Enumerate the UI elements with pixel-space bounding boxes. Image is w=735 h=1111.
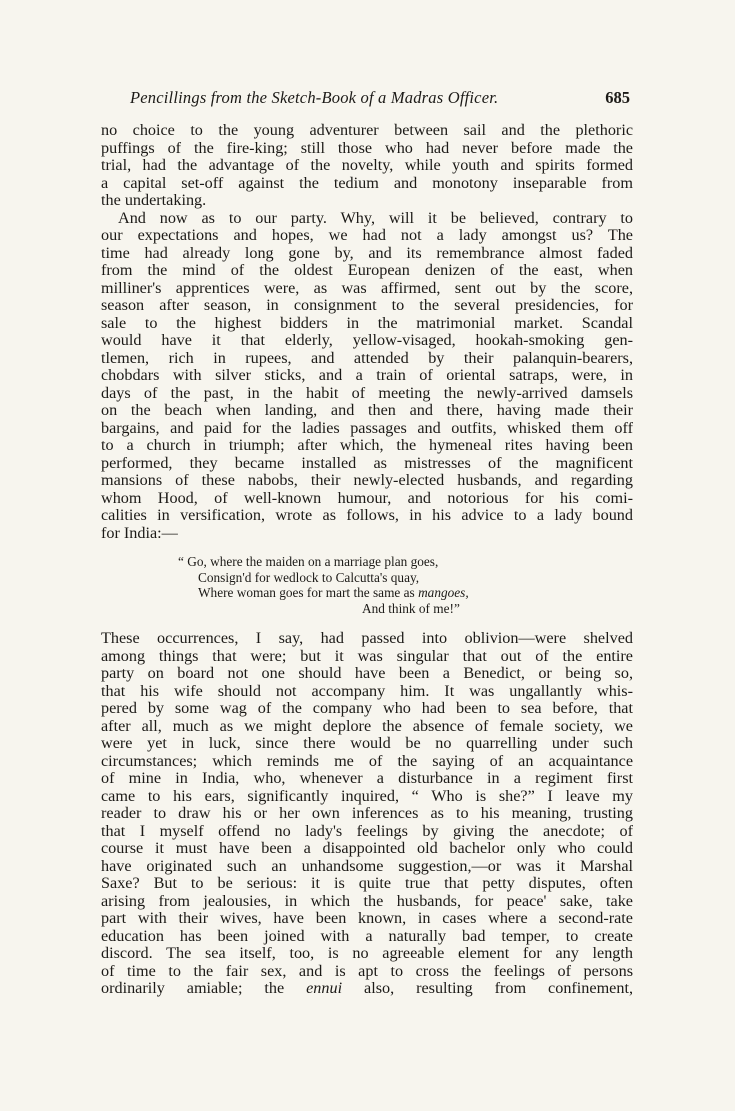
text-line: days of the past, in the habit of meeting the newly-arrived damsels [101,384,633,402]
text-line: our expectations and hopes, we had not a lady amongst us? The [101,227,633,244]
page-header [130,88,630,108]
text-line: after all, much as we might deplore the absence of female society, we [101,717,633,735]
page-number: 685 [605,88,630,107]
text-line: came to his ears, significantly inquired, “ Who is she?” I leave my [101,787,633,805]
text-line: sale to the highest bidders in the matrimonial market. Scandal [101,314,633,332]
text-line: would have it that elderly, yellow-visaged, hookah-smoking gen- [101,332,633,349]
text-line: These occurrences, I say, had passed into oblivion—were shelved [101,630,633,647]
paragraph-1 [101,122,633,210]
page-body [101,122,633,998]
text-line: bargains, and paid for the ladies passages and outfits, whisked them off [101,419,633,437]
text-line: of time to the fair sex, and is apt to cross the feelings of persons [101,962,633,980]
text-line: no choice to the young adventurer between sail and the plethoric [101,122,633,139]
text-line: from the mind of the oldest European denizen of the east, when [101,262,633,279]
text-line: ordinarily amiable; the ennui also, resulting from confinement, [101,980,633,997]
verse-line: And think of me!” [362,600,460,616]
text-line: season after season, in consignment to the several presidencies, for [101,297,633,314]
text-line: tlemen, rich in rupees, and attended by their palanquin-bearers, [101,349,633,367]
text-line: circumstances; which reminds me of the saying of an acquaintance [101,752,633,770]
paragraph-2 [101,210,633,543]
verse-line: Where woman goes for mart the same as mangoes, [198,585,469,600]
text-line: that I myself offend no lady's feelings by giving the anecdote; of [101,822,633,840]
verse-line: “ Go, where the maiden on a marriage plan goes, [178,554,439,569]
verse-line: Consign'd for wedlock to Calcutta's quay, [198,569,420,585]
text-line: arising from jealousies, in which the husbands, for peace' sake, take [101,892,633,910]
text-line: were yet in luck, since there would be no quarrelling under such [101,735,633,752]
text-line: reader to draw his or her own inferences as to his meaning, trusting [101,805,633,822]
text-line: calities in versification, wrote as follows, in his advice to a lady bound [101,507,633,524]
text-line: a capital set-off against the tedium and monotony inseparable from [101,174,633,192]
text-line: on the beach when landing, and then and there, having made their [101,402,633,419]
text-line: part with their wives, have been known, in cases where a second-rate [101,910,633,927]
text-line: trial, had the advantage of the novelty, while youth and spirits formed [101,157,633,174]
text-line: the undertaking. [101,192,207,209]
text-line: And now as to our party. Why, will it be believed, contrary to [118,209,633,227]
text-line: pered by some wag of the company who had been to sea before, that [101,700,633,717]
text-line: have originated such an unhandsome suggestion,—or was it Marshal [101,857,633,875]
text-line: that his wife should not accompany him. It was ungallantly whis- [101,682,633,700]
text-line: party on board not one should have been a Benedict, or being so, [101,665,633,682]
text-line: among things that were; but it was singular that out of the entire [101,647,633,665]
text-line: whom Hood, of well-known humour, and notorious for his comi- [101,489,633,507]
text-line: education has been joined with a naturally bad temper, to create [101,927,633,945]
text-line: for India:— [101,524,178,542]
text-line: discord. The sea itself, too, is no agreeable element for any length [101,945,633,962]
text-line: course it must have been a disappointed old bachelor only who could [101,840,633,857]
text-line: of mine in India, who, whenever a disturbance in a regiment first [101,770,633,787]
text-line: mansions of these nabobs, their newly-elected husbands, and regarding [101,472,633,489]
paragraph-3 [101,630,633,998]
text-line: time had already long gone by, and its remembrance almost faded [101,244,633,262]
text-line: puffings of the fire-king; still those who had never before made the [101,139,633,157]
running-title: Pencillings from the Sketch-Book of a Madras Officer. [130,88,499,107]
text-line: Saxe? But to be serious: it is quite true that petty disputes, often [101,875,633,892]
text-line: chobdars with silver sticks, and a train of oriental satraps, were, in [101,367,633,384]
text-line: to a church in triumph; after which, the hymeneal rites having been [101,437,633,454]
text-line: milliner's apprentices were, as was affirmed, sent out by the score, [101,279,633,297]
verse-quotation [178,554,578,616]
text-line: performed, they became installed as mistresses of the magnificent [101,454,633,472]
